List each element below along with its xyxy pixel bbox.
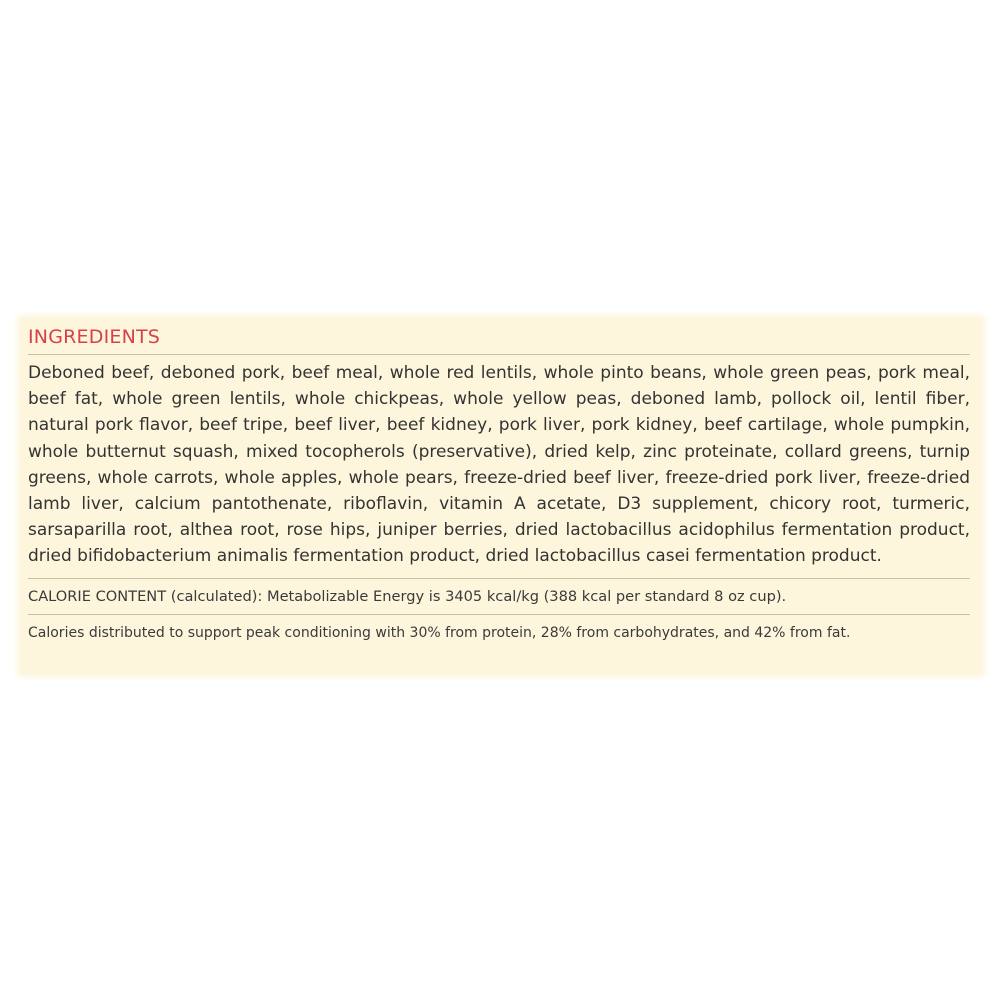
ingredients-heading: INGREDIENTS <box>28 326 161 348</box>
ingredients-panel <box>20 318 982 674</box>
ingredients-list: Deboned beef, deboned pork, beef meal, whole red lentils, whole pinto beans, whole green peas, pork meal, beef fat, whole green lentils, whole chickpeas, whole yellow peas, deboned lamb, pollock oil, lentil fiber, natural pork flavor, beef tripe, beef liver, beef kidney, pork liver, pork kidney, beef cartilage, whole pumpkin, whole butternut squash, mixed tocopherols (preservative), dried kelp, zinc proteinate, collard greens, turnip greens, whole carrots, whole apples, whole pears, freeze-dried beef liver, freeze-dried pork liver, freeze-dried lamb liver, calcium pantothenate, riboflavin, vitamin A acetate, D3 supplement, chicory root, turmeric, sarsaparilla root, althea root, rose hips, juniper berries, dried lactobacillus acidophilus fermentation product, dried bifidobacterium animalis fermentation product, dried lactobacillus casei fermentation product. <box>28 363 970 567</box>
divider <box>28 354 970 355</box>
calorie-content: CALORIE CONTENT (calculated): Metabolizable Energy is 3405 kcal/kg (388 kcal per standard 8 oz cup). <box>28 587 787 605</box>
calorie-distribution: Calories distributed to support peak conditioning with 30% from protein, 28% from carbohydrates, and 42% from fat. <box>28 624 851 641</box>
